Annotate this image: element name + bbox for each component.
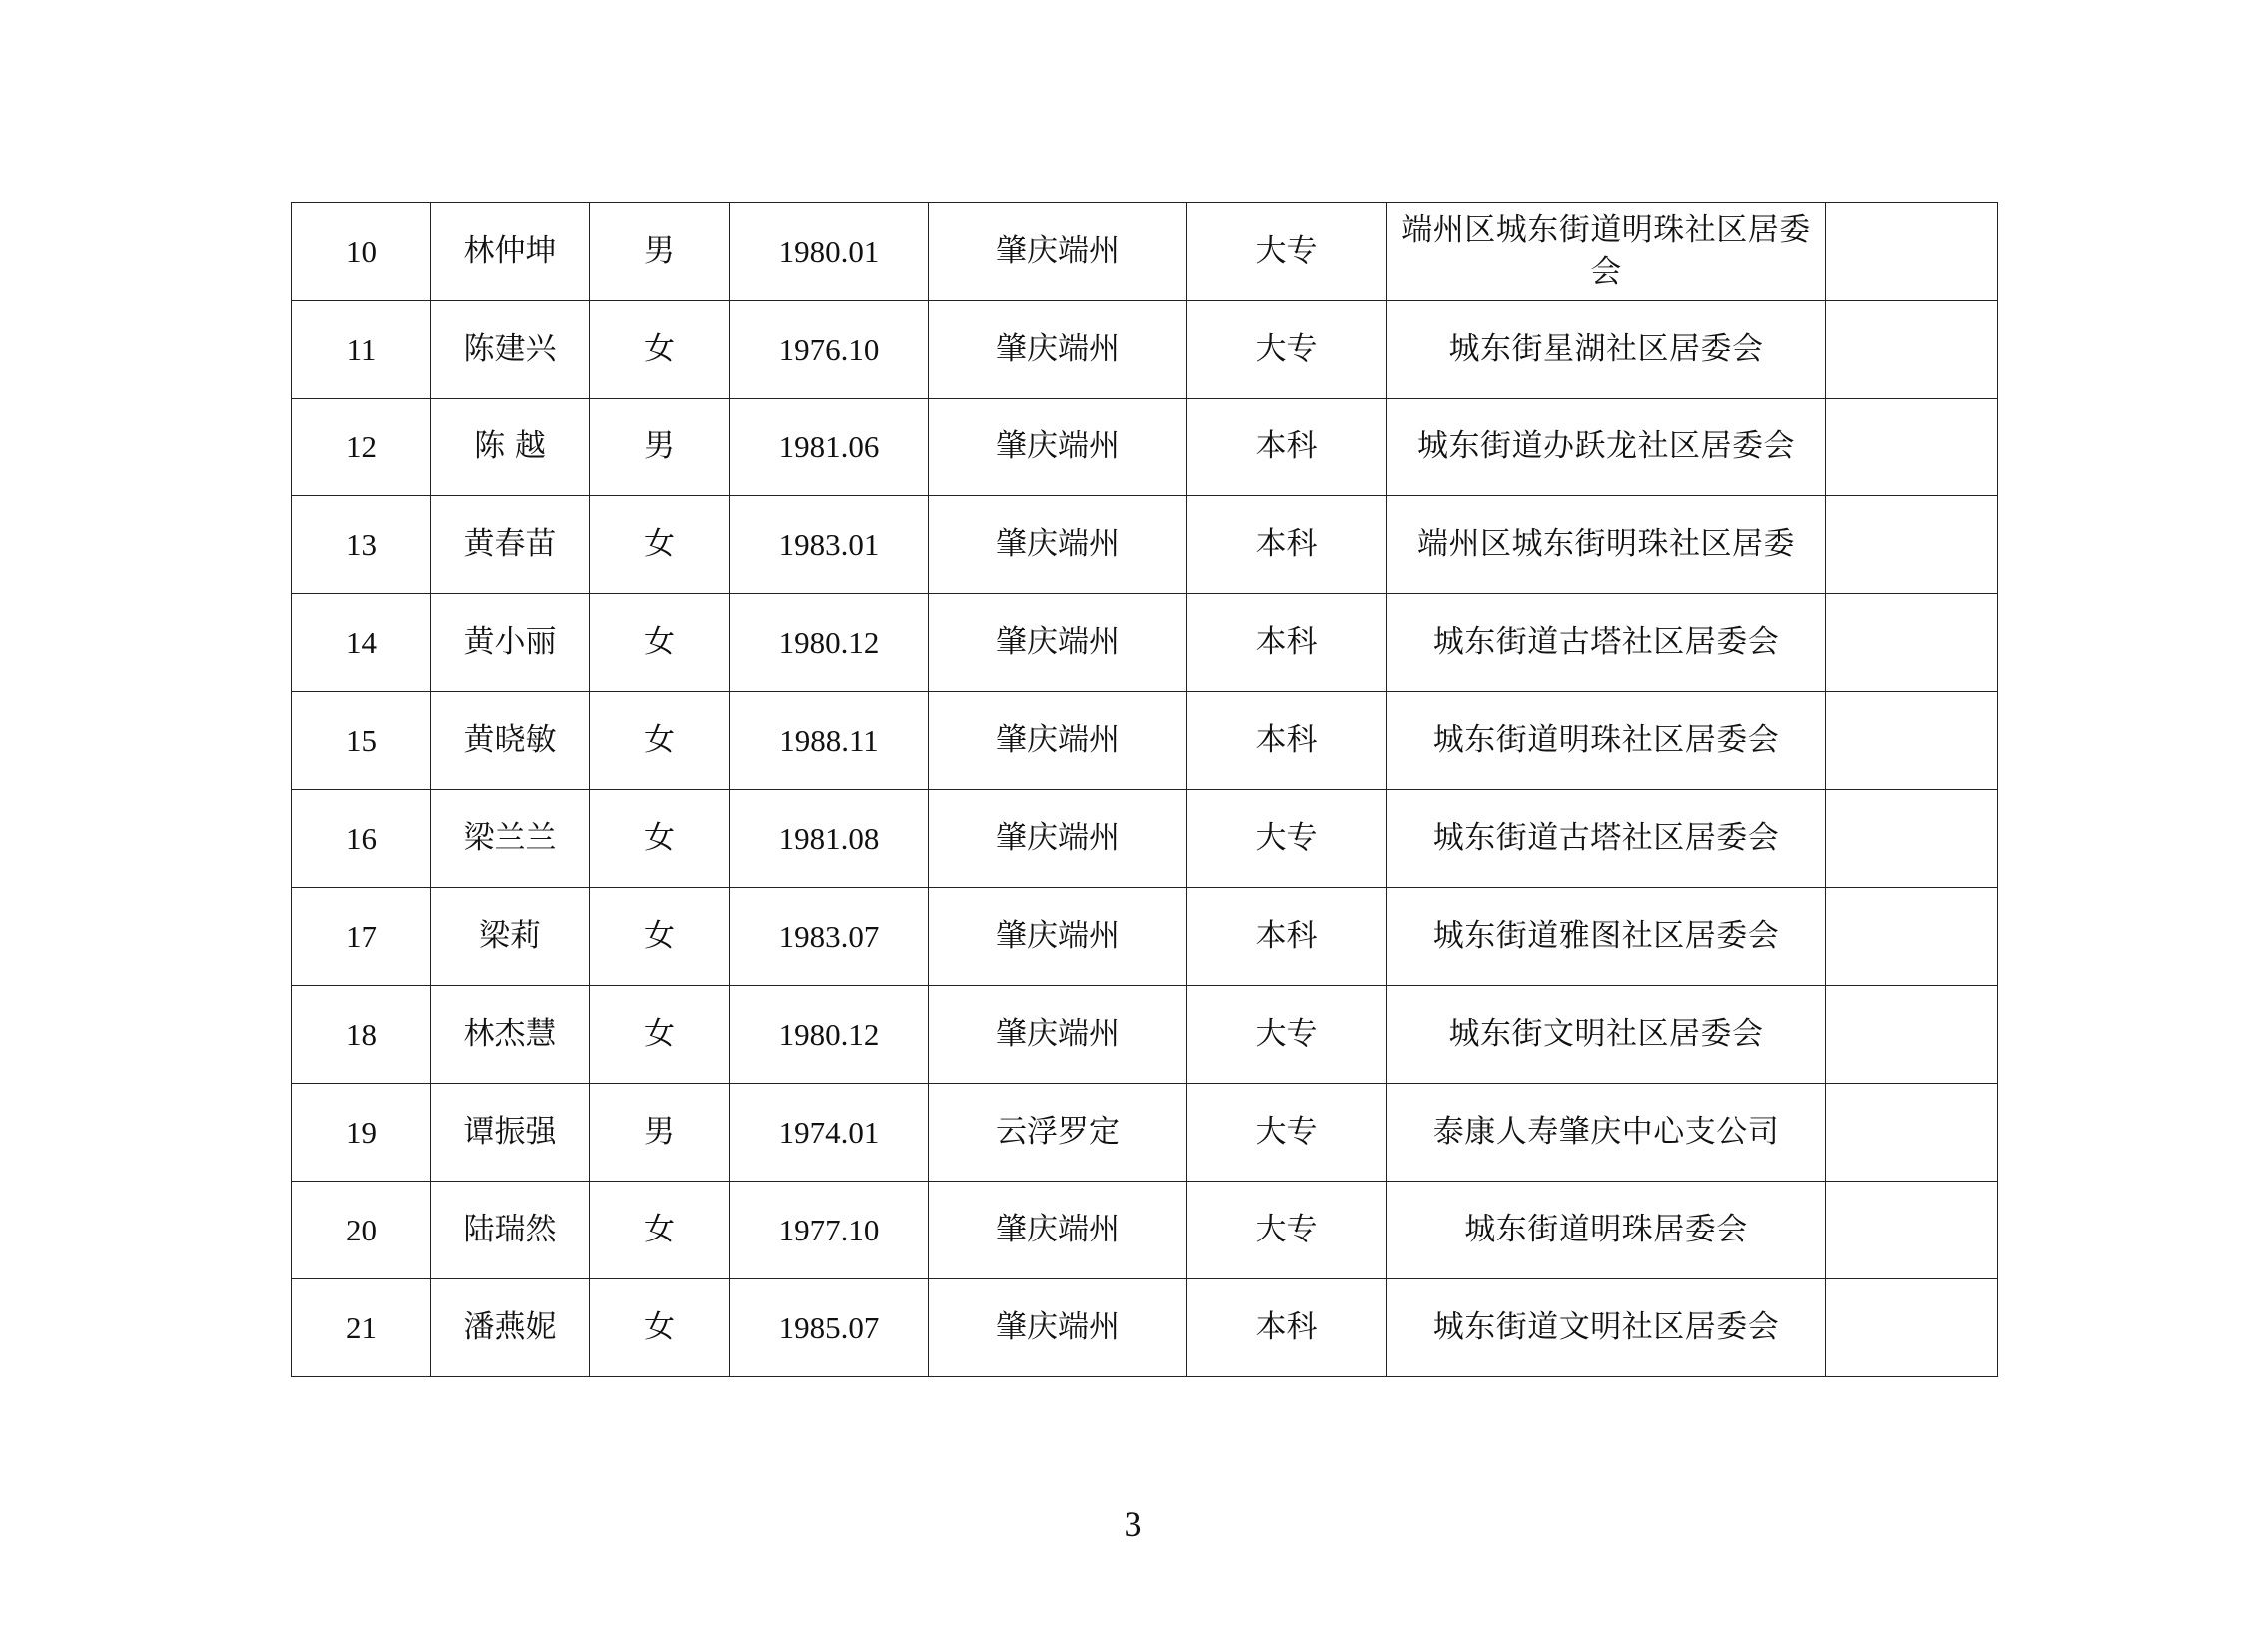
cell-remark xyxy=(1826,692,1998,790)
cell-number: 10 xyxy=(292,203,431,301)
cell-gender: 女 xyxy=(590,1279,730,1377)
cell-work-unit: 城东街道雅图社区居委会 xyxy=(1387,888,1826,986)
cell-remark xyxy=(1826,790,1998,888)
cell-gender: 男 xyxy=(590,1084,730,1182)
cell-native-place: 肇庆端州 xyxy=(929,1182,1187,1279)
cell-native-place: 肇庆端州 xyxy=(929,888,1187,986)
cell-native-place: 肇庆端州 xyxy=(929,496,1187,594)
cell-gender: 女 xyxy=(590,1182,730,1279)
table-row xyxy=(292,203,1998,301)
table-row xyxy=(292,1279,1998,1377)
cell-name: 林仲坤 xyxy=(431,203,590,301)
cell-education: 本科 xyxy=(1187,496,1387,594)
cell-education: 本科 xyxy=(1187,594,1387,692)
table-row xyxy=(292,594,1998,692)
cell-work-unit: 城东街道明珠社区居委会 xyxy=(1387,692,1826,790)
cell-work-unit: 城东街道明珠居委会 xyxy=(1387,1182,1826,1279)
cell-name: 梁兰兰 xyxy=(431,790,590,888)
cell-number: 19 xyxy=(292,1084,431,1182)
cell-name: 黄晓敏 xyxy=(431,692,590,790)
cell-work-unit: 城东街星湖社区居委会 xyxy=(1387,301,1826,399)
cell-birth-date: 1985.07 xyxy=(730,1279,929,1377)
cell-name: 陈 越 xyxy=(431,399,590,496)
cell-gender: 男 xyxy=(590,203,730,301)
cell-birth-date: 1980.01 xyxy=(730,203,929,301)
table-row xyxy=(292,790,1998,888)
cell-number: 14 xyxy=(292,594,431,692)
table-row xyxy=(292,1084,1998,1182)
cell-work-unit: 端州区城东街道明珠社区居委会 xyxy=(1387,203,1826,301)
cell-gender: 女 xyxy=(590,594,730,692)
cell-work-unit: 端州区城东街明珠社区居委 xyxy=(1387,496,1826,594)
cell-native-place: 肇庆端州 xyxy=(929,399,1187,496)
cell-gender: 女 xyxy=(590,692,730,790)
table-row xyxy=(292,496,1998,594)
cell-number: 11 xyxy=(292,301,431,399)
table-row xyxy=(292,692,1998,790)
cell-birth-date: 1988.11 xyxy=(730,692,929,790)
cell-birth-date: 1976.10 xyxy=(730,301,929,399)
cell-remark xyxy=(1826,1084,1998,1182)
cell-work-unit: 城东街文明社区居委会 xyxy=(1387,986,1826,1084)
cell-name: 谭振强 xyxy=(431,1084,590,1182)
cell-name: 黄春苗 xyxy=(431,496,590,594)
cell-education: 大专 xyxy=(1187,790,1387,888)
cell-native-place: 肇庆端州 xyxy=(929,203,1187,301)
roster-table xyxy=(291,202,1998,1377)
cell-name: 潘燕妮 xyxy=(431,1279,590,1377)
cell-education: 大专 xyxy=(1187,203,1387,301)
cell-gender: 男 xyxy=(590,399,730,496)
cell-number: 13 xyxy=(292,496,431,594)
cell-work-unit: 城东街道办跃龙社区居委会 xyxy=(1387,399,1826,496)
table-row xyxy=(292,1182,1998,1279)
cell-number: 12 xyxy=(292,399,431,496)
cell-remark xyxy=(1826,1182,1998,1279)
cell-native-place: 肇庆端州 xyxy=(929,301,1187,399)
cell-remark xyxy=(1826,888,1998,986)
cell-name: 陈建兴 xyxy=(431,301,590,399)
roster-table-body xyxy=(292,203,1998,1377)
cell-education: 本科 xyxy=(1187,692,1387,790)
cell-number: 20 xyxy=(292,1182,431,1279)
cell-native-place: 肇庆端州 xyxy=(929,1279,1187,1377)
cell-birth-date: 1983.01 xyxy=(730,496,929,594)
cell-education: 大专 xyxy=(1187,986,1387,1084)
cell-gender: 女 xyxy=(590,496,730,594)
cell-gender: 女 xyxy=(590,888,730,986)
cell-name: 陆瑞然 xyxy=(431,1182,590,1279)
page-number: 3 xyxy=(1124,1504,1142,1544)
cell-education: 本科 xyxy=(1187,1279,1387,1377)
cell-birth-date: 1980.12 xyxy=(730,594,929,692)
cell-remark xyxy=(1826,203,1998,301)
cell-native-place: 肇庆端州 xyxy=(929,594,1187,692)
cell-number: 16 xyxy=(292,790,431,888)
cell-birth-date: 1980.12 xyxy=(730,986,929,1084)
cell-native-place: 云浮罗定 xyxy=(929,1084,1187,1182)
cell-gender: 女 xyxy=(590,790,730,888)
cell-name: 黄小丽 xyxy=(431,594,590,692)
table-row xyxy=(292,986,1998,1084)
cell-work-unit: 城东街道古塔社区居委会 xyxy=(1387,594,1826,692)
cell-education: 本科 xyxy=(1187,888,1387,986)
table-row xyxy=(292,399,1998,496)
cell-gender: 女 xyxy=(590,986,730,1084)
cell-remark xyxy=(1826,399,1998,496)
cell-work-unit: 泰康人寿肇庆中心支公司 xyxy=(1387,1084,1826,1182)
cell-birth-date: 1974.01 xyxy=(730,1084,929,1182)
cell-number: 17 xyxy=(292,888,431,986)
cell-native-place: 肇庆端州 xyxy=(929,986,1187,1084)
cell-number: 21 xyxy=(292,1279,431,1377)
cell-education: 大专 xyxy=(1187,1182,1387,1279)
cell-remark xyxy=(1826,986,1998,1084)
cell-work-unit: 城东街道古塔社区居委会 xyxy=(1387,790,1826,888)
cell-birth-date: 1977.10 xyxy=(730,1182,929,1279)
cell-number: 18 xyxy=(292,986,431,1084)
cell-name: 梁莉 xyxy=(431,888,590,986)
cell-remark xyxy=(1826,496,1998,594)
cell-birth-date: 1981.06 xyxy=(730,399,929,496)
cell-gender: 女 xyxy=(590,301,730,399)
cell-name: 林杰慧 xyxy=(431,986,590,1084)
table-row xyxy=(292,888,1998,986)
cell-number: 15 xyxy=(292,692,431,790)
cell-work-unit: 城东街道文明社区居委会 xyxy=(1387,1279,1826,1377)
cell-native-place: 肇庆端州 xyxy=(929,790,1187,888)
cell-remark xyxy=(1826,301,1998,399)
cell-education: 大专 xyxy=(1187,1084,1387,1182)
cell-education: 大专 xyxy=(1187,301,1387,399)
cell-birth-date: 1983.07 xyxy=(730,888,929,986)
cell-birth-date: 1981.08 xyxy=(730,790,929,888)
cell-education: 本科 xyxy=(1187,399,1387,496)
cell-remark xyxy=(1826,1279,1998,1377)
cell-remark xyxy=(1826,594,1998,692)
cell-native-place: 肇庆端州 xyxy=(929,692,1187,790)
table-row xyxy=(292,301,1998,399)
